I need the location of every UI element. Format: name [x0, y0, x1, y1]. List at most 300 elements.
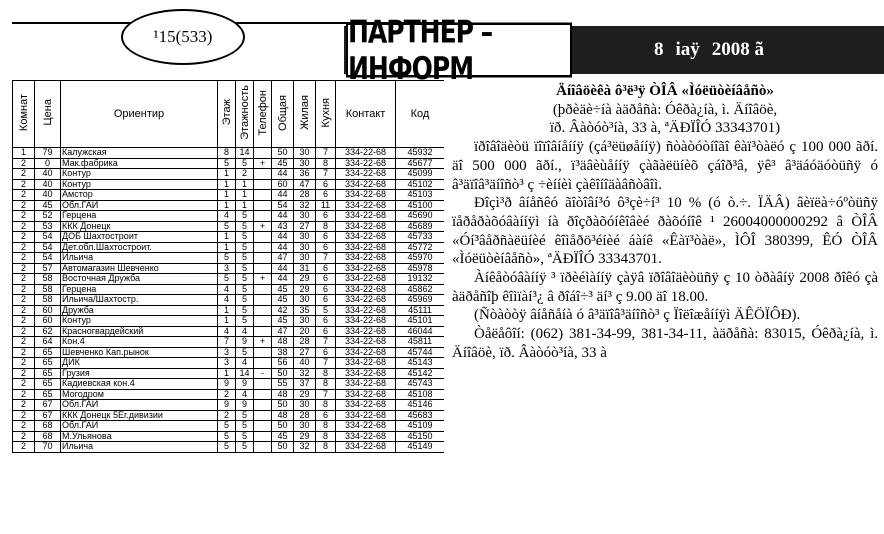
cell-living-area: 30 [294, 232, 316, 243]
date-day: 8 [654, 39, 664, 60]
table-row [13, 431, 445, 442]
cell-total-area: 45 [272, 431, 294, 442]
cell-phone [254, 305, 272, 316]
cell-kitchen: 7 [316, 169, 336, 180]
cell-total-area: 44 [272, 169, 294, 180]
cell-total-area: 44 [272, 190, 294, 201]
cell-living-area: 30 [294, 242, 316, 253]
cell-floors: 5 [236, 442, 254, 453]
cell-floor: 9 [218, 379, 236, 390]
cell-landmark: Контур [61, 316, 218, 327]
cell-phone: + [254, 158, 272, 169]
cell-contact: 334-22-68 [336, 232, 396, 243]
cell-floors: 5 [236, 274, 254, 285]
cell-contact: 334-22-68 [336, 316, 396, 327]
cell-landmark: Амстор [61, 190, 218, 201]
cell-phone [254, 421, 272, 432]
cell-rooms: 2 [13, 274, 35, 285]
cell-price: 64 [35, 337, 61, 348]
cell-landmark: Кадиевская кон.4 [61, 379, 218, 390]
cell-floors: 1 [236, 179, 254, 190]
cell-kitchen: 8 [316, 368, 336, 379]
article-paragraph-1: ïðîâîäèòü ïîïîâíåííÿ (çá³ëüøåííÿ) ñòàòóòíîãî êàï³òàëó ç 100 000 ãðí. äî 500 000 ãðí., ï³äâèùåííÿ çàãàëüíèõ çáîð³â, ÿê³ â³äáóäóòüñÿ ó â³äïîâ³äíîñò³ ç ÷èííèì çàêîíîäàâñòâîì. [452, 139, 878, 193]
cell-living-area: 28 [294, 337, 316, 348]
table-row [13, 337, 445, 348]
cell-price: 58 [35, 274, 61, 285]
cell-price: 52 [35, 211, 61, 222]
cell-landmark: Могодром [61, 389, 218, 400]
cell-floors: 5 [236, 410, 254, 421]
cell-phone [254, 358, 272, 369]
cell-phone: - [254, 368, 272, 379]
cell-code: 45689 [396, 221, 445, 232]
cell-landmark: Грузия [61, 368, 218, 379]
cell-kitchen: 5 [316, 305, 336, 316]
table-row [13, 148, 445, 159]
cell-living-area: 37 [294, 379, 316, 390]
col-header-landmark: Ориентир [61, 81, 218, 148]
cell-code: 45772 [396, 242, 445, 253]
cell-floors: 5 [236, 253, 254, 264]
cell-price: 54 [35, 232, 61, 243]
cell-price: 60 [35, 316, 61, 327]
cell-floor: 5 [218, 431, 236, 442]
cell-rooms: 2 [13, 316, 35, 327]
col-header-code: Код [396, 81, 445, 148]
cell-landmark: Ильича/Шахтостр. [61, 295, 218, 306]
cell-landmark: Ильича [61, 442, 218, 453]
cell-landmark: Дружба [61, 305, 218, 316]
table-row [13, 442, 445, 453]
cell-floor: 1 [218, 169, 236, 180]
cell-total-area: 44 [272, 263, 294, 274]
cell-living-area: 32 [294, 368, 316, 379]
cell-contact: 334-22-68 [336, 368, 396, 379]
date-month: iaÿ [675, 39, 700, 60]
cell-total-area: 45 [272, 316, 294, 327]
cell-landmark: Обл.ГАИ [61, 400, 218, 411]
table-row [13, 242, 445, 253]
cell-price: 40 [35, 169, 61, 180]
cell-landmark: Обл.ГАИ [61, 200, 218, 211]
cell-kitchen: 6 [316, 274, 336, 285]
date-year: 2008 ã [711, 39, 765, 60]
cell-rooms: 2 [13, 326, 35, 337]
cell-floors: 9 [236, 400, 254, 411]
cell-total-area: 50 [272, 421, 294, 432]
cell-living-area: 29 [294, 274, 316, 285]
cell-phone [254, 389, 272, 400]
cell-kitchen: 7 [316, 358, 336, 369]
cell-contact: 334-22-68 [336, 284, 396, 295]
cell-code: 45108 [396, 389, 445, 400]
cell-phone [254, 326, 272, 337]
col-header-contact: Контакт [336, 81, 396, 148]
cell-total-area: 45 [272, 158, 294, 169]
cell-landmark: ККК Донецк 5Ег.дивизии [61, 410, 218, 421]
cell-kitchen: 7 [316, 389, 336, 400]
cell-floor: 1 [218, 190, 236, 201]
cell-living-area: 27 [294, 347, 316, 358]
article-subtitle-1: (þðèäè÷íà àäðåñà: Óêðà¿íà, ì. Äíîâöè, [552, 101, 778, 118]
cell-contact: 334-22-68 [336, 400, 396, 411]
cell-rooms: 2 [13, 284, 35, 295]
cell-code: 45683 [396, 410, 445, 421]
cell-price: 65 [35, 379, 61, 390]
col-header-price: Цена [35, 81, 61, 148]
cell-price: 0 [35, 158, 61, 169]
cell-kitchen: 6 [316, 284, 336, 295]
cell-phone [254, 253, 272, 264]
cell-rooms: 2 [13, 400, 35, 411]
cell-price: 65 [35, 358, 61, 369]
cell-price: 62 [35, 326, 61, 337]
cell-rooms: 2 [13, 211, 35, 222]
cell-price: 65 [35, 389, 61, 400]
cell-code: 45970 [396, 253, 445, 264]
table-row [13, 421, 445, 432]
cell-total-area: 45 [272, 295, 294, 306]
cell-floor: 7 [218, 337, 236, 348]
cell-floor: 2 [218, 410, 236, 421]
cell-code: 45969 [396, 295, 445, 306]
cell-kitchen: 6 [316, 263, 336, 274]
cell-floors: 1 [236, 190, 254, 201]
cell-contact: 334-22-68 [336, 410, 396, 421]
cell-code: 45733 [396, 232, 445, 243]
cell-floors: 9 [236, 379, 254, 390]
cell-living-area: 35 [294, 305, 316, 316]
cell-total-area: 54 [272, 200, 294, 211]
cell-floors: 5 [236, 158, 254, 169]
table-row [13, 263, 445, 274]
cell-floors: 9 [236, 337, 254, 348]
cell-floors: 5 [236, 316, 254, 327]
cell-code: 45111 [396, 305, 445, 316]
cell-living-area: 32 [294, 200, 316, 211]
cell-phone: + [254, 221, 272, 232]
cell-living-area: 29 [294, 431, 316, 442]
cell-price: 67 [35, 400, 61, 411]
cell-kitchen: 11 [316, 200, 336, 211]
cell-living-area: 30 [294, 253, 316, 264]
cell-total-area: 50 [272, 368, 294, 379]
cell-landmark: Красногвардейский [61, 326, 218, 337]
cell-landmark: Контур [61, 169, 218, 180]
cell-price: 57 [35, 263, 61, 274]
cell-rooms: 2 [13, 347, 35, 358]
cell-contact: 334-22-68 [336, 379, 396, 390]
cell-phone [254, 169, 272, 180]
cell-floor: 5 [218, 253, 236, 264]
cell-total-area: 60 [272, 179, 294, 190]
table-row [13, 305, 445, 316]
cell-floors: 5 [236, 263, 254, 274]
cell-kitchen: 6 [316, 190, 336, 201]
cell-kitchen: 6 [316, 295, 336, 306]
article-title: Äíîâöèêà ô³ë³ÿ ÒÎÂ «Ìóëüòèíâåñò» [556, 83, 774, 99]
cell-price: 58 [35, 284, 61, 295]
cell-kitchen: 6 [316, 232, 336, 243]
article-subtitle-2: ïð. Âàòóò³íà, 33 à, ªÄÐÏÎÓ 33343701) [549, 120, 781, 137]
cell-contact: 334-22-68 [336, 337, 396, 348]
cell-price: 45 [35, 200, 61, 211]
cell-kitchen: 7 [316, 337, 336, 348]
cell-phone [254, 295, 272, 306]
table-row [13, 295, 445, 306]
table-row [13, 274, 445, 285]
cell-living-area: 40 [294, 358, 316, 369]
table-row [13, 316, 445, 327]
cell-code: 45143 [396, 358, 445, 369]
cell-contact: 334-22-68 [336, 211, 396, 222]
table-row [13, 179, 445, 190]
cell-total-area: 55 [272, 379, 294, 390]
cell-living-area: 28 [294, 190, 316, 201]
issue-number: ¹15(533) [121, 9, 245, 65]
cell-kitchen: 8 [316, 421, 336, 432]
table-row [13, 410, 445, 421]
cell-phone: + [254, 337, 272, 348]
cell-living-area: 30 [294, 158, 316, 169]
cell-phone [254, 347, 272, 358]
cell-price: 40 [35, 190, 61, 201]
cell-floors: 5 [236, 305, 254, 316]
cell-floor: 5 [218, 442, 236, 453]
cell-total-area: 44 [272, 274, 294, 285]
cell-total-area: 48 [272, 389, 294, 400]
issue-date [654, 26, 776, 74]
cell-landmark: Герцена [61, 284, 218, 295]
cell-price: 40 [35, 179, 61, 190]
cell-phone [254, 242, 272, 253]
cell-code: 45690 [396, 211, 445, 222]
cell-floor: 1 [218, 200, 236, 211]
cell-code: 45100 [396, 200, 445, 211]
cell-living-area: 47 [294, 179, 316, 190]
cell-rooms: 2 [13, 389, 35, 400]
cell-kitchen: 8 [316, 400, 336, 411]
cell-contact: 334-22-68 [336, 389, 396, 400]
cell-rooms: 2 [13, 200, 35, 211]
cell-price: 53 [35, 221, 61, 232]
cell-price: 67 [35, 410, 61, 421]
cell-living-area: 30 [294, 295, 316, 306]
cell-total-area: 47 [272, 253, 294, 264]
cell-contact: 334-22-68 [336, 253, 396, 264]
cell-floor: 4 [218, 326, 236, 337]
cell-floor: 4 [218, 211, 236, 222]
cell-floor: 4 [218, 284, 236, 295]
table-row [13, 232, 445, 243]
cell-code: 45103 [396, 190, 445, 201]
cell-floor: 5 [218, 421, 236, 432]
cell-rooms: 2 [13, 253, 35, 264]
article-paragraph-2: Ðîçì³ð âíåñêó ãîòîâí³ó ô³çè÷í³ 10 % (ó ò.÷. ÏÄÂ) âèïëà÷óºòüñÿ ïåðåðàõóâàííÿì íà ðîçðàõóíêîâèé ðàõóíîê ¹ 26004000000292 â ÒÎÂ «Óí³âåðñàëüíèé êîìåðö³éíèé áàíê «Êàï³òàë», ÌÔÎ 380399, ÊÓ ÒÎÂ «Ìóëüòèíâåñò», ªÄÐÏÎÓ 33343701. [452, 195, 878, 268]
cell-floor: 3 [218, 347, 236, 358]
cell-contact: 334-22-68 [336, 242, 396, 253]
cell-living-area: 28 [294, 410, 316, 421]
table-row [13, 358, 445, 369]
col-header-floors: Этажность [236, 81, 254, 148]
cell-floors: 14 [236, 368, 254, 379]
cell-kitchen: 7 [316, 148, 336, 159]
cell-floor: 2 [218, 389, 236, 400]
cell-living-area: 29 [294, 284, 316, 295]
table-row [13, 221, 445, 232]
cell-contact: 334-22-68 [336, 347, 396, 358]
cell-total-area: 43 [272, 221, 294, 232]
cell-floors: 2 [236, 169, 254, 180]
article-paragraph-4: (Ñòàòòÿ âíåñåíà ó â³äïîâ³äíîñò³ ç Ïîëîæåííÿì ÄÊÖÏÔÐ). [474, 307, 801, 324]
cell-total-area: 48 [272, 410, 294, 421]
cell-contact: 334-22-68 [336, 169, 396, 180]
cell-rooms: 2 [13, 431, 35, 442]
cell-phone [254, 431, 272, 442]
cell-landmark: Кон.4 [61, 337, 218, 348]
cell-price: 79 [35, 148, 61, 159]
cell-living-area: 30 [294, 400, 316, 411]
col-header-living-area: Жилая [294, 81, 316, 148]
table-row [13, 326, 445, 337]
cell-floor: 5 [218, 221, 236, 232]
cell-floors: 4 [236, 389, 254, 400]
cell-code: 45102 [396, 179, 445, 190]
cell-kitchen: 8 [316, 221, 336, 232]
cell-landmark: Калужская [61, 148, 218, 159]
cell-floors: 4 [236, 326, 254, 337]
cell-contact: 334-22-68 [336, 190, 396, 201]
cell-floors: 5 [236, 295, 254, 306]
cell-code: 45932 [396, 148, 445, 159]
cell-floor: 4 [218, 295, 236, 306]
cell-price: 60 [35, 305, 61, 316]
cell-price: 65 [35, 368, 61, 379]
cell-living-area: 20 [294, 326, 316, 337]
table-row [13, 158, 445, 169]
cell-code: 45677 [396, 158, 445, 169]
col-header-total-area: Общая [272, 81, 294, 148]
cell-price: 70 [35, 442, 61, 453]
cell-total-area: 50 [272, 148, 294, 159]
cell-phone [254, 148, 272, 159]
cell-phone [254, 316, 272, 327]
cell-price: 54 [35, 242, 61, 253]
cell-rooms: 2 [13, 337, 35, 348]
cell-total-area: 44 [272, 211, 294, 222]
cell-floors: 14 [236, 148, 254, 159]
cell-contact: 334-22-68 [336, 263, 396, 274]
cell-floors: 5 [236, 221, 254, 232]
cell-rooms: 2 [13, 232, 35, 243]
cell-phone [254, 200, 272, 211]
cell-contact: 334-22-68 [336, 431, 396, 442]
cell-rooms: 2 [13, 442, 35, 453]
cell-landmark: Ильича [61, 253, 218, 264]
cell-phone [254, 400, 272, 411]
cell-code: 45149 [396, 442, 445, 453]
cell-landmark: М.Ульянова [61, 431, 218, 442]
table-header-row [13, 81, 445, 148]
cell-code: 45099 [396, 169, 445, 180]
cell-code: 46044 [396, 326, 445, 337]
cell-rooms: 2 [13, 295, 35, 306]
cell-total-area: 48 [272, 337, 294, 348]
cell-living-area: 31 [294, 263, 316, 274]
cell-landmark: Восточная Дружба [61, 274, 218, 285]
cell-kitchen: 8 [316, 158, 336, 169]
cell-rooms: 2 [13, 169, 35, 180]
cell-floor: 1 [218, 232, 236, 243]
cell-kitchen: 8 [316, 442, 336, 453]
cell-phone [254, 410, 272, 421]
cell-rooms: 2 [13, 190, 35, 201]
cell-rooms: 2 [13, 179, 35, 190]
cell-contact: 334-22-68 [336, 274, 396, 285]
cell-landmark: Автомагазин Шевченко [61, 263, 218, 274]
cell-contact: 334-22-68 [336, 221, 396, 232]
cell-phone [254, 442, 272, 453]
cell-landmark: Герцена [61, 211, 218, 222]
cell-rooms: 2 [13, 410, 35, 421]
cell-kitchen: 6 [316, 326, 336, 337]
cell-contact: 334-22-68 [336, 326, 396, 337]
cell-contact: 334-22-68 [336, 305, 396, 316]
cell-rooms: 2 [13, 242, 35, 253]
cell-kitchen: 6 [316, 179, 336, 190]
table-row [13, 253, 445, 264]
cell-contact: 334-22-68 [336, 421, 396, 432]
table-row [13, 200, 445, 211]
masthead-bar [344, 13, 884, 87]
cell-kitchen: 8 [316, 431, 336, 442]
cell-phone [254, 232, 272, 243]
cell-contact: 334-22-68 [336, 200, 396, 211]
cell-floor: 8 [218, 148, 236, 159]
col-header-floor: Этаж [218, 81, 236, 148]
cell-price: 65 [35, 347, 61, 358]
cell-floors: 5 [236, 431, 254, 442]
cell-kitchen: 8 [316, 379, 336, 390]
cell-price: 68 [35, 421, 61, 432]
table-row [13, 368, 445, 379]
cell-floor: 5 [218, 158, 236, 169]
cell-total-area: 50 [272, 442, 294, 453]
cell-total-area: 38 [272, 347, 294, 358]
cell-kitchen: 7 [316, 253, 336, 264]
cell-landmark: ДИК [61, 358, 218, 369]
cell-price: 54 [35, 253, 61, 264]
cell-floor: 1 [218, 179, 236, 190]
cell-code: 45862 [396, 284, 445, 295]
cell-floors: 5 [236, 242, 254, 253]
table-row [13, 379, 445, 390]
cell-living-area: 30 [294, 211, 316, 222]
table-row [13, 400, 445, 411]
cell-landmark: ККК Донецк [61, 221, 218, 232]
cell-landmark: Обл.ГАИ [61, 421, 218, 432]
table-row [13, 284, 445, 295]
brand-logo: ПАРТНЕР – ИНФОРМ [346, 23, 572, 78]
table-row [13, 389, 445, 400]
table-row [13, 347, 445, 358]
cell-floor: 1 [218, 316, 236, 327]
article-paragraph-3: Àíêåòóâàííÿ ³ ïðèéìàííÿ çàÿâ ïðîâîäèòüñÿ ç 10 òðàâíÿ 2008 ðîêó çà àäðåñîþ êîìïàí³¿ â ðîáî÷³ äí³ ç 9.00 äî 18.00. [452, 270, 878, 305]
page-header [0, 0, 884, 87]
cell-code: 19132 [396, 274, 445, 285]
cell-rooms: 2 [13, 368, 35, 379]
cell-living-area: 36 [294, 169, 316, 180]
